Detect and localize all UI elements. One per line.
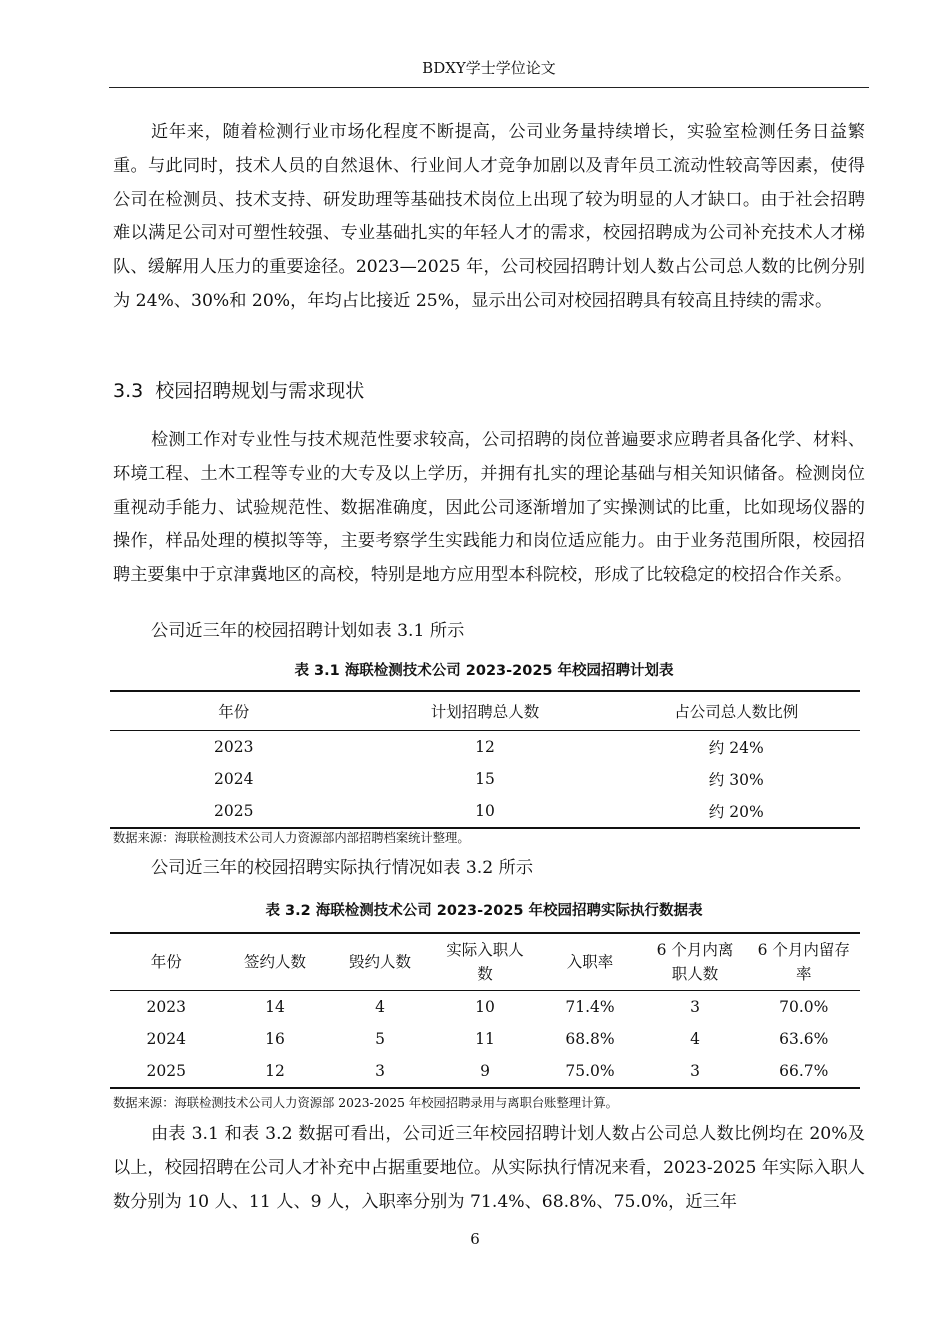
table-row: [110, 1055, 860, 1088]
table1-caption: 表 3.1 海联检测技术公司 2023-2025 年校园招聘计划表: [294, 663, 674, 679]
table1-source: 数据来源：海联检测技术公司人力资源部内部招聘档案统计整理。: [113, 831, 470, 845]
cell-signed: 16: [265, 1030, 285, 1048]
cell-planned-total: 12: [475, 738, 495, 756]
cell-reneged: 3: [328, 1055, 433, 1088]
col-header-six-month-leavers: 6 个月内离职人数: [643, 933, 748, 991]
cell-year: 2024: [214, 770, 254, 788]
table-header-row: [110, 933, 860, 991]
col-header-reneged: 毁约人数: [328, 933, 433, 991]
cell-actual-hires: 9: [433, 1055, 538, 1088]
col-header-year: 年份: [110, 933, 223, 991]
col-header-year: 年份: [110, 691, 358, 731]
section-number: 3.3: [113, 380, 144, 402]
table2-source: 数据来源：海联检测技术公司人力资源部 2023-2025 年校园招聘录用与离职台账整理计算。: [113, 1096, 618, 1110]
table1-intro: 公司近三年的校园招聘计划如表 3.1 所示: [151, 621, 465, 641]
cell-actual-hires: 10: [475, 998, 495, 1016]
col-header-six-month-retention: 6 个月内留存率: [748, 933, 861, 991]
cell-hire-rate: 71.4%: [565, 998, 615, 1016]
col-header-planned-total: 计划招聘总人数: [358, 691, 613, 731]
col-header-hire-rate: 入职率: [538, 933, 643, 991]
header-rule: [109, 87, 869, 88]
cell-ratio: 约 20%: [613, 795, 861, 828]
running-header: BDXY学士学位论文: [422, 59, 556, 77]
cell-hire-rate: 75.0%: [538, 1055, 643, 1088]
cell-year: 2024: [146, 1030, 186, 1048]
cell-six-month-retention: 66.7%: [748, 1055, 861, 1088]
cell-actual-hires: 11: [475, 1030, 495, 1048]
cell-six-month-leavers: 3: [690, 998, 700, 1016]
col-header-ratio: 占公司总人数比例: [613, 691, 861, 731]
cell-year: 2025: [110, 1055, 223, 1088]
cell-six-month-retention: 63.6%: [779, 1030, 829, 1048]
section-heading: [113, 377, 364, 405]
cell-ratio: 约 24%: [708, 739, 764, 757]
paragraph-campus-demand: 近年来，随着检测行业市场化程度不断提高，公司业务量持续增长，实验室检测任务日益繁重。与此同时，技术人员的自然退休、行业间人才竞争加剧以及青年员工流动性较高等因素，使得公司在检测员、技术支持、研发助理等基础技术岗位上出现了较为明显的人才缺口。由于社会招聘难以满足公司对可塑性较强、专业基础扎实的年轻人才的需求，校园招聘成为公司补充技术人才梯队、缓解用人压力的重要途径。2023—2025 年，公司校园招聘计划人数占公司总人数的比例分别为 24%、30%和 20%，年均占比接近 25%，显示出公司对校园招聘具有较高且持续的需求。: [113, 122, 865, 311]
paragraph-analysis: 由表 3.1 和表 3.2 数据可看出，公司近三年校园招聘计划人数占公司总人数比例均在 20%及以上，校园招聘在公司人才补充中占据重要地位。从实际执行情况来看，2023-2025 年实际入职人数分别为 10 人、11 人、9 人，入职率分别为 71.4%、68.8%、75.0%，近三年: [113, 1124, 865, 1212]
cell-reneged: 4: [375, 998, 385, 1016]
recruitment-execution-table: [110, 932, 860, 1089]
cell-planned-total: 15: [475, 770, 495, 788]
section-title: 校园招聘规划与需求现状: [155, 380, 365, 402]
col-header-signed: 签约人数: [223, 933, 328, 991]
cell-reneged: 5: [375, 1030, 385, 1048]
cell-ratio: 约 30%: [708, 771, 764, 789]
table-row: [110, 991, 860, 1024]
table2-caption: 表 3.2 海联检测技术公司 2023-2025 年校园招聘实际执行数据表: [265, 903, 703, 919]
table-row: [110, 731, 860, 764]
cell-signed: 14: [265, 998, 285, 1016]
cell-six-month-retention: 70.0%: [779, 998, 829, 1016]
cell-six-month-leavers: 3: [643, 1055, 748, 1088]
cell-planned-total: 10: [358, 795, 613, 828]
cell-year: 2023: [146, 998, 186, 1016]
page-number: 6: [470, 1230, 480, 1248]
cell-signed: 12: [223, 1055, 328, 1088]
cell-hire-rate: 68.8%: [565, 1030, 615, 1048]
table-header-row: [110, 691, 860, 731]
table-row: [110, 795, 860, 828]
table-row: [110, 1023, 860, 1055]
cell-year: 2023: [214, 738, 254, 756]
cell-year: 2025: [110, 795, 358, 828]
table2-intro: 公司近三年的校园招聘实际执行情况如表 3.2 所示: [151, 858, 534, 878]
paragraph-recruitment-requirements: 检测工作对专业性与技术规范性要求较高，公司招聘的岗位普遍要求应聘者具备化学、材料、环境工程、土木工程等专业的大专及以上学历，并拥有扎实的理论基础与相关知识储备。检测岗位重视动手能力、试验规范性、数据准确度，因此公司逐渐增加了实操测试的比重，比如现场仪器的操作，样品处理的模拟等等，主要考察学生实践能力和岗位适应能力。由于业务范围所限，校园招聘主要集中于京津冀地区的高校，特别是地方应用型本科院校，形成了比较稳定的校招合作关系。: [113, 430, 865, 586]
cell-six-month-leavers: 4: [690, 1030, 700, 1048]
col-header-actual-hires: 实际入职人数: [433, 933, 538, 991]
recruitment-plan-table: [110, 690, 860, 829]
table-row: [110, 763, 860, 795]
